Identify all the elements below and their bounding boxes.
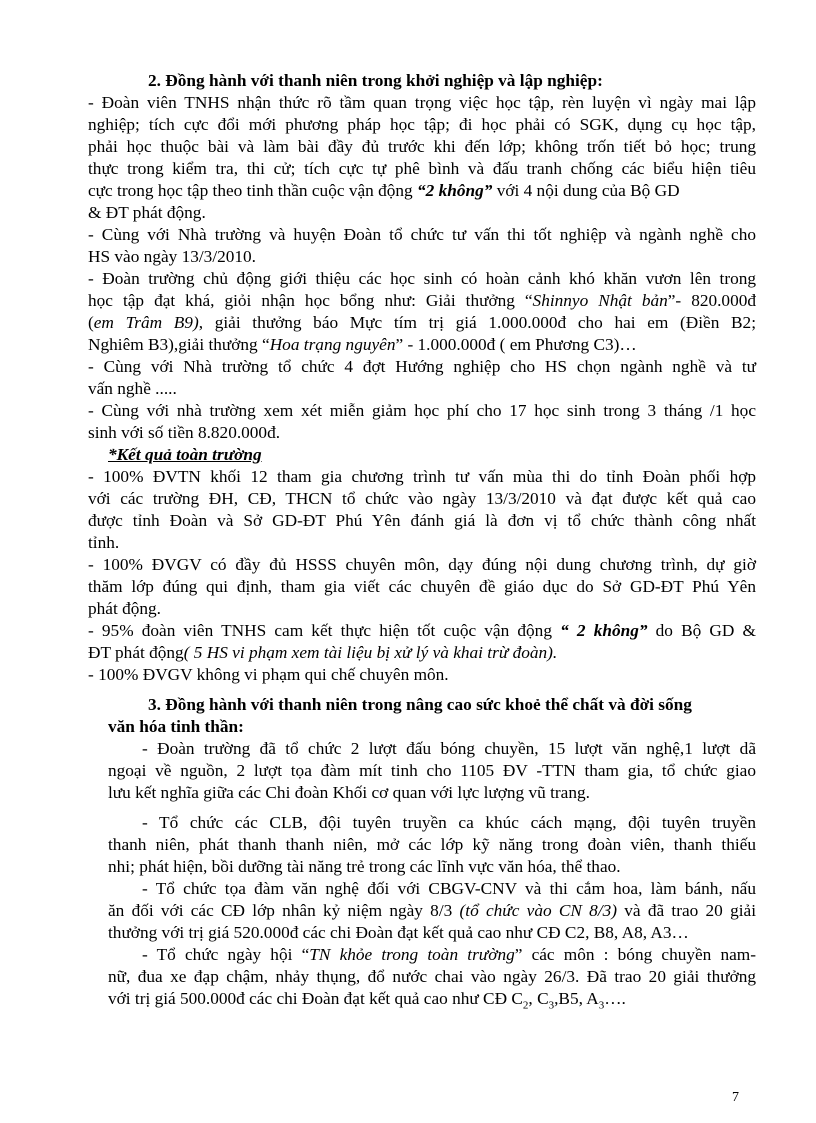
text-run: với 4 nội dung của Bộ GD — [492, 181, 680, 200]
paragraph-line: lưu kết nghĩa giữa các Chi đoàn Khối cơ quan với lực lượng vũ trang. — [108, 783, 590, 802]
emphasis-text: Hoa trạng nguyên — [269, 335, 396, 354]
text-run: ,B5, A — [554, 989, 599, 1008]
paragraph-line: - Tổ chức các CLB, đội tuyên truyền ca khúc cách mạng, đội tuyên truyền — [142, 813, 756, 832]
paragraph-line: - 100% ĐVTN khối 12 tham gia chương trình tư vấn mùa thi do tỉnh Đoàn phối hợp — [88, 467, 756, 486]
page-number: 7 — [732, 1090, 739, 1105]
subscript: 3 — [598, 999, 605, 1012]
paragraph-line: - 100% ĐVGV không vi phạm qui chế chuyên môn. — [88, 665, 449, 684]
paragraph-line: thực trong kiểm tra, thi cử; tích cực tự phê bình và đấu tranh chống các biểu hiện tiêu — [88, 159, 756, 178]
text-run: …. — [604, 989, 626, 1008]
section-3-heading-cont: văn hóa tinh thần: — [108, 717, 244, 736]
paragraph-line: - Tổ chức tọa đàm văn nghệ đối với CBGV-CNV và thi cắm hoa, làm bánh, nấu — [142, 879, 756, 898]
paragraph-line: sinh với số tiền 8.820.000đ. — [88, 423, 281, 442]
paragraph-line: với các trường ĐH, CĐ, THCN tổ chức vào ngày 13/3/2010 và đạt được kết quả cao — [88, 489, 756, 508]
emphasis-text: ( 5 HS vi phạm xem tài liệu bị xử lý và khai trừ đoàn). — [183, 643, 558, 662]
paragraph-line — [88, 334, 756, 356]
paragraph-line: & ĐT phát động. — [88, 203, 206, 222]
results-heading: *Kết quả toàn trường — [108, 445, 262, 464]
subscript: 2 — [522, 999, 529, 1012]
emphasis-text: “2 không” — [416, 181, 493, 200]
text-run: ” - 1.000.000đ ( em Phương C3)… — [395, 335, 637, 354]
paragraph-line — [88, 312, 756, 334]
text-run: ”- 820.000đ — [667, 291, 756, 310]
paragraph-line: được tỉnh Đoàn và Sở GD-ĐT Phú Yên đánh giá là đơn vị tổ chức thành công nhất — [88, 511, 756, 530]
text-run: - 95% đoàn viên TNHS cam kết thực hiện tốt cuộc vận động — [88, 621, 561, 640]
text-run: do Bộ GD & — [647, 621, 756, 640]
text-run: , giải thưởng báo Mực tím trị giá 1.000.000đ cho hai em (Điền B2; — [198, 313, 756, 332]
paragraph-line: thăm lớp đúng qui định, tham gia viết các chuyên đề giáo dục do Sở GD-ĐT Phú Yên — [88, 577, 756, 596]
paragraph-line: thanh niên, phát thanh thanh niên, mở các lớp kỹ năng trong đoàn viên, thanh thiếu — [108, 835, 756, 854]
paragraph-line: thưởng với trị giá 520.000đ các chi Đoàn đạt kết quả cao như CĐ C2, B8, A8, A3… — [108, 923, 689, 942]
text-run: , C — [528, 989, 549, 1008]
section-3-heading: 3. Đồng hành với thanh niên trong nâng cao sức khoẻ thể chất và đời sống — [148, 695, 692, 714]
paragraph-line — [88, 900, 756, 922]
paragraph-line: vấn nghề ..... — [88, 379, 177, 398]
paragraph-line: nữ, đua xe đạp chậm, nhảy thụng, đổ nước chai vào ngày 26/3. Đã trao 20 giải thưởng — [108, 967, 756, 986]
text-run: Nghiêm B3),giải thưởng “ — [88, 335, 270, 354]
text-run: và đã trao 20 giải — [617, 901, 756, 920]
paragraph-line — [88, 944, 756, 966]
paragraph-line — [88, 620, 756, 642]
paragraph-line — [88, 642, 756, 664]
subscript: 3 — [548, 999, 555, 1012]
text-run: học tập đạt khá, giỏi nhận học bổng như: Giải thưởng “ — [88, 291, 533, 310]
paragraph-line: - Đoàn trường chủ động giới thiệu các học sinh có hoàn cảnh khó khăn vươn lên trong — [88, 269, 756, 288]
document-page — [88, 70, 756, 1010]
paragraph-line — [88, 180, 756, 202]
emphasis-text: em Trâm B9) — [93, 313, 199, 332]
text-run: ăn đối với các CĐ lớp nhân kỷ niệm ngày 8/3 — [108, 901, 460, 920]
text-run: cực trong học tập theo tinh thần cuộc vận động — [88, 181, 417, 200]
text-run: ĐT phát động — [88, 643, 184, 662]
emphasis-text: “ 2 không” — [560, 621, 648, 640]
paragraph-line: nhi; phát hiện, bồi dưỡng tài năng trẻ trong các lĩnh vực văn hóa, thể thao. — [108, 857, 621, 876]
paragraph-line: ngoại về nguồn, 2 lượt tọa đàm mít tinh cho 1105 ĐV -TTN tham gia, tổ chức giao — [108, 761, 756, 780]
paragraph-line: nghiệp; tích cực đổi mới phương pháp học tập; đi học phải có SGK, dụng cụ học tập, — [88, 115, 756, 134]
paragraph-line: HS vào ngày 13/3/2010. — [88, 247, 257, 266]
emphasis-text: Shinnyo Nhật bản — [532, 291, 668, 310]
paragraph-line: tỉnh. — [88, 533, 120, 552]
paragraph-line: - Đoàn trường đã tổ chức 2 lượt đấu bóng chuyền, 15 lượt văn nghệ,1 lượt dã — [142, 739, 756, 758]
text-run: ( — [88, 313, 94, 332]
section-2-heading: 2. Đồng hành với thanh niên trong khởi nghiệp và lập nghiệp: — [148, 71, 603, 90]
paragraph-line: - Cùng với Nhà trường và huyện Đoàn tổ chức tư vấn thi tốt nghiệp và ngành nghề cho — [88, 225, 756, 244]
paragraph-line — [88, 290, 756, 312]
text-run: với trị giá 500.000đ các chi Đoàn đạt kết quả cao như CĐ C — [108, 989, 523, 1008]
paragraph-line: phát động. — [88, 599, 161, 618]
paragraph-line — [88, 988, 756, 1010]
paragraph-line: - Cùng với nhà trường xem xét miễn giảm học phí cho 17 học sinh trong 3 tháng /1 học — [88, 401, 756, 420]
spacer — [88, 686, 756, 694]
spacer — [88, 804, 756, 812]
text-run: - Tổ chức ngày hội “ — [142, 945, 310, 964]
emphasis-text: (tổ chức vào CN 8/3) — [459, 901, 618, 920]
paragraph-line: - Đoàn viên TNHS nhận thức rõ tầm quan trọng việc học tập, rèn luyện vì ngày mai lập — [88, 93, 756, 112]
paragraph-line: phải học thuộc bài và làm bài đầy đủ trước khi đến lớp; không trốn tiết bỏ học; trung — [88, 137, 756, 156]
paragraph-line: - Cùng với Nhà trường tổ chức 4 đợt Hướng nghiệp cho HS chọn ngành nghề và tư — [88, 357, 756, 376]
emphasis-text: TN khỏe trong toàn trường — [309, 945, 515, 964]
paragraph-line: - 100% ĐVGV có đầy đủ HSSS chuyên môn, dạy đúng nội dung chương trình, dự giờ — [88, 555, 756, 574]
text-run: ” các môn : bóng chuyền nam- — [514, 945, 757, 964]
